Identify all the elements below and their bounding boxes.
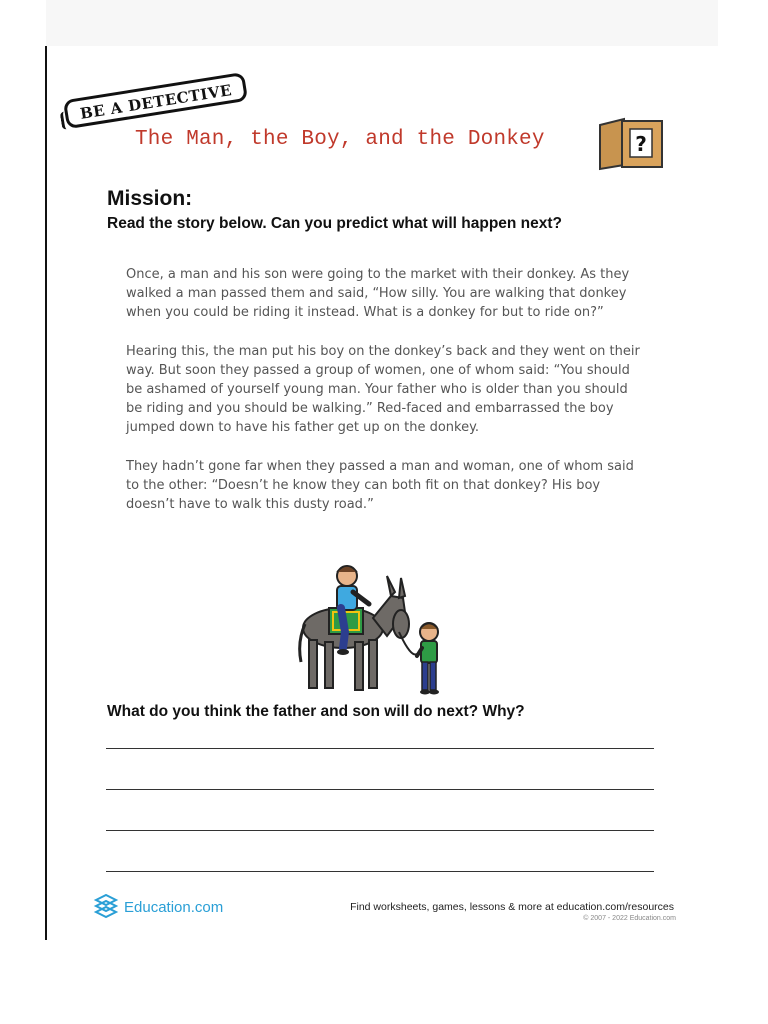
page-left-edge xyxy=(45,46,47,940)
top-strip xyxy=(46,0,718,46)
boy-figure xyxy=(417,623,439,695)
answer-line[interactable] xyxy=(106,789,654,790)
answer-line[interactable] xyxy=(106,748,654,749)
story-paragraph: Once, a man and his son were going to the market with their donkey. As they walked a man passed them and said, “How silly. You are walking that donkey when you could be riding it instead. What is a donkey for but to ride on?” xyxy=(126,267,630,321)
man-boy-donkey-illustration xyxy=(295,562,455,697)
mission-title: Mission: xyxy=(107,187,193,210)
footer-copyright: © 2007 - 2022 Education.com xyxy=(583,915,676,922)
story-paragraph: They hadn’t gone far when they passed a man and woman, one of whom said to the other: “Doesn’t he know they can both fit on that donkey? His boy doesn’t have to walk this dusty road.” xyxy=(126,458,634,513)
story-text xyxy=(126,265,646,533)
education-logo-icon xyxy=(92,894,120,920)
footer-tagline[interactable]: Find worksheets, games, lessons & more at education.com/resources xyxy=(350,901,674,913)
education-logo[interactable] xyxy=(92,894,223,920)
story-title: The Man, the Boy, and the Donkey xyxy=(135,128,545,151)
answer-line[interactable] xyxy=(106,871,654,872)
rope-line xyxy=(399,632,417,655)
mission-instruction: Read the story below. Can you predict what will happen next? xyxy=(107,215,563,232)
answer-line[interactable] xyxy=(106,830,654,831)
folder-icon xyxy=(594,115,666,171)
badge-text: BE A DETECTIVE xyxy=(78,81,234,123)
story-paragraph: Hearing this, the man put his boy on the donkey’s back and they went on their way. But soon they passed a group of women, one of whom said: “You should be ashamed of yourself young man. Your father who is older than you should be riding and you should be walking.” Red-faced and embarrassed the boy jumped down to have his father get up on the donkey. xyxy=(126,343,640,436)
question-text: What do you think the father and son will do next? Why? xyxy=(107,703,525,720)
question-mark-glyph: ? xyxy=(635,132,647,156)
education-brand-text: Education.com xyxy=(124,898,224,916)
detective-badge xyxy=(63,72,249,129)
folder-cover-shape xyxy=(600,119,624,169)
